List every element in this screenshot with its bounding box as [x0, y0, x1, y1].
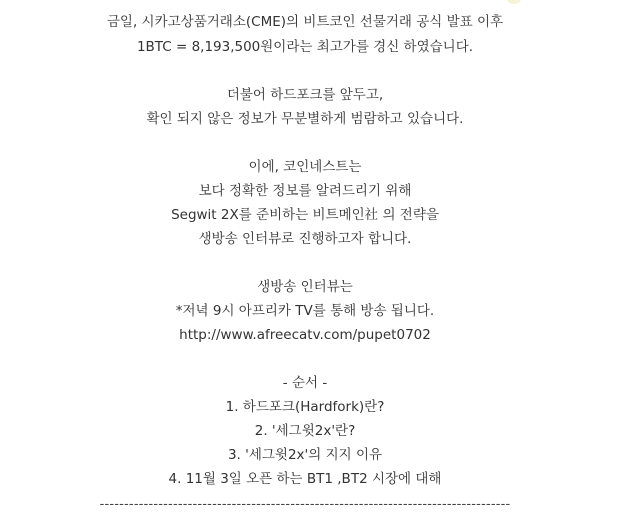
scrollbar-track[interactable] — [618, 0, 631, 509]
agenda-item-4: 4. 11월 3일 오픈 하는 BT1 ,BT2 시장에 대해 — [168, 471, 442, 487]
decorative-dot — [507, 0, 521, 4]
article-line-12: 생방송 인터뷰는 — [257, 279, 353, 295]
article-line-5: 확인 되지 않은 정보가 무분별하게 범람하고 있습니다. — [146, 111, 464, 127]
article-line-9: Segwit 2X를 준비하는 비트메인社 의 전략을 — [171, 207, 439, 223]
agenda-item-3: 3. '세그윗2x'의 지지 이유 — [227, 447, 383, 463]
article-line-8: 보다 정확한 정보를 알려드리기 위해 — [198, 183, 412, 199]
stream-link[interactable]: http://www.afreecatv.com/pupet0702 — [179, 327, 431, 343]
article-line-4: 더불어 하드포크를 앞두고, — [226, 87, 384, 103]
article-line-2: 1BTC = 8,193,500원이라는 최고가를 경신 하였습니다. — [136, 39, 474, 55]
agenda-item-1: 1. 하드포크(Hardfork)란? — [225, 399, 385, 415]
divider-line: ------------------------------------------------------------------------------------ — [99, 497, 511, 512]
article-line-7: 이에, 코인네스트는 — [248, 159, 362, 175]
agenda-item-2: 2. '세그윗2x'란? — [254, 423, 356, 439]
agenda-heading: - 순서 - — [282, 375, 328, 391]
article-line-1: 금일, 시카고상품거래소(CME)의 비트코인 선물거래 공식 발표 이후 — [106, 14, 504, 30]
article-line-13: *저녁 9시 아프리카 TV를 통해 방송 됩니다. — [175, 303, 435, 319]
article-line-10: 생방송 인터뷰로 진행하고자 합니다. — [198, 231, 412, 247]
